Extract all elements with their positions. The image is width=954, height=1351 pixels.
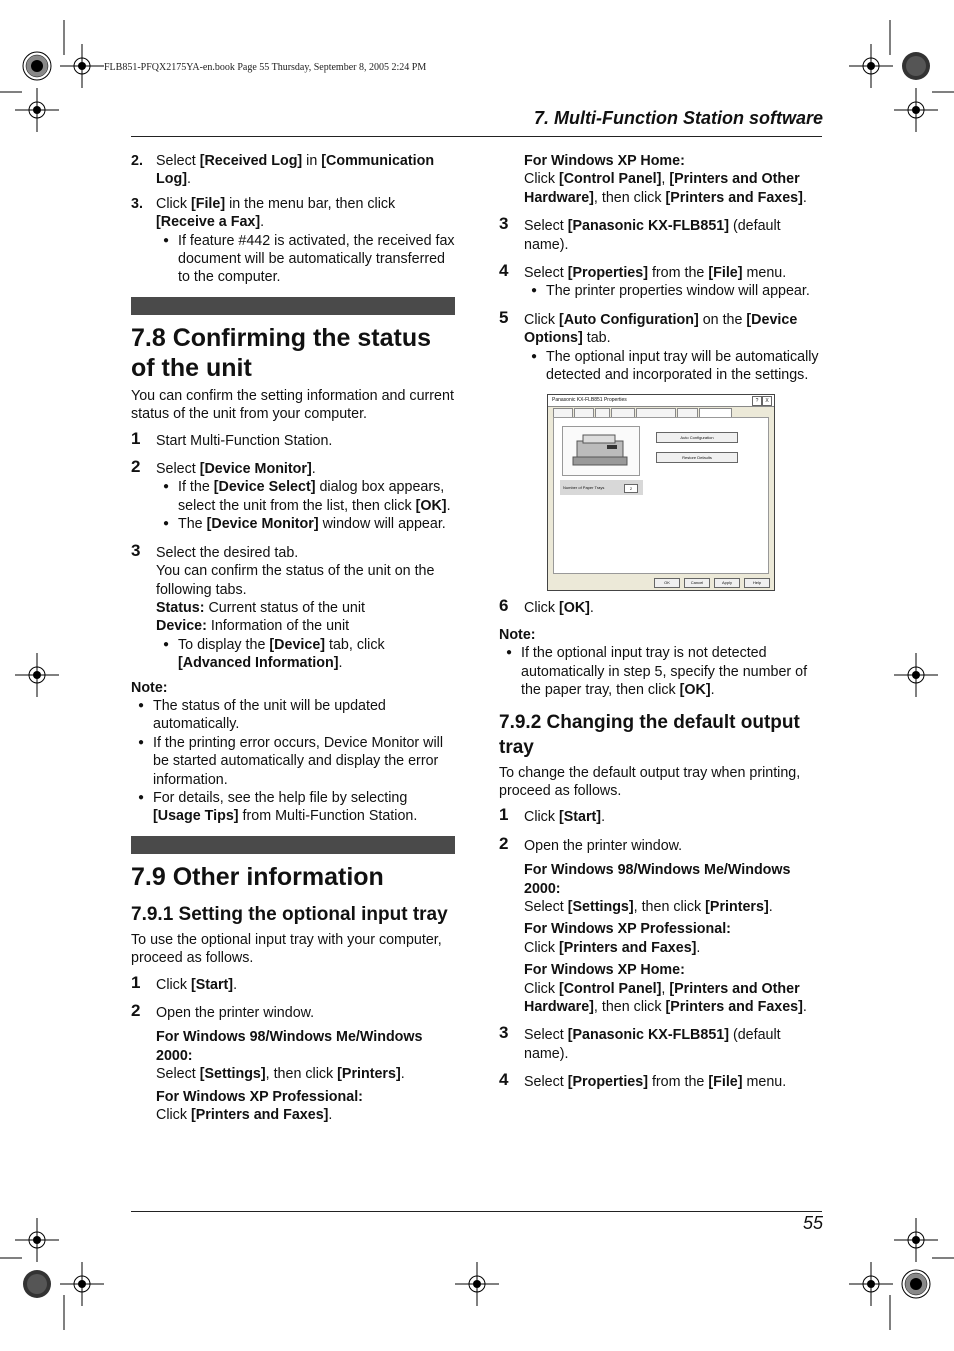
text: Click bbox=[524, 980, 559, 997]
text: Select bbox=[524, 265, 568, 282]
text: in the menu bar, then click bbox=[225, 195, 396, 212]
text: . bbox=[311, 461, 316, 478]
printer-icon bbox=[563, 427, 639, 475]
step-4 bbox=[499, 261, 823, 301]
term-label: Device: bbox=[156, 618, 207, 635]
tab-device bbox=[156, 617, 455, 635]
text: window will appear. bbox=[318, 516, 446, 533]
text: . bbox=[328, 1107, 333, 1124]
text: . bbox=[338, 655, 343, 672]
instruction bbox=[156, 1106, 455, 1124]
text: Start Multi-Function Station. bbox=[156, 432, 333, 449]
step-number: 2. bbox=[131, 153, 143, 169]
ui-term: [Device Monitor] bbox=[199, 461, 312, 478]
registration-cross-icon bbox=[849, 1262, 893, 1306]
text: tab, click bbox=[325, 636, 385, 653]
step-number: 2 bbox=[131, 457, 141, 477]
os-label: For Windows XP Home: bbox=[524, 962, 685, 979]
ui-term: [Advanced Information] bbox=[178, 655, 339, 672]
tray-label: Number of Paper Trays bbox=[563, 485, 605, 491]
step-2 bbox=[131, 152, 455, 189]
os-heading bbox=[156, 1028, 455, 1065]
registration-cross-icon bbox=[455, 1262, 499, 1306]
step-2 bbox=[131, 457, 455, 534]
ui-term: [Printers and Faxes] bbox=[665, 998, 803, 1015]
ui-term: [Auto Configuration] bbox=[558, 311, 699, 328]
note-heading: Note: bbox=[499, 626, 536, 643]
text: tab. bbox=[582, 330, 611, 347]
step-number: 1 bbox=[131, 972, 141, 992]
ui-term: [Control Panel] bbox=[558, 171, 662, 188]
text: Information of the unit bbox=[206, 618, 350, 635]
ui-term: [Control Panel] bbox=[558, 980, 662, 997]
text: in bbox=[302, 153, 322, 169]
os-label: For Windows 98/Windows Me/Windows 2000: bbox=[156, 1029, 423, 1064]
intro-text: To change the default output tray when printing, proceed as follows. bbox=[499, 764, 801, 799]
note-label bbox=[499, 626, 823, 644]
step-number: 3 bbox=[499, 1023, 509, 1043]
ui-term: [Printers] bbox=[705, 898, 769, 915]
os-heading bbox=[524, 920, 823, 938]
properties-dialog-screenshot bbox=[547, 394, 775, 591]
os-heading bbox=[524, 152, 823, 170]
text: Select bbox=[524, 898, 568, 915]
instruction bbox=[524, 980, 823, 1017]
text: , then click bbox=[593, 189, 666, 206]
registration-cross-icon bbox=[894, 88, 938, 132]
printer-image bbox=[562, 426, 640, 476]
text: Click bbox=[156, 1107, 191, 1124]
instruction bbox=[524, 939, 823, 957]
header-rule bbox=[131, 136, 822, 137]
header-title: 7. Multi-Function Station software bbox=[534, 108, 823, 128]
ui-term: [Printers and Faxes] bbox=[190, 1107, 329, 1124]
text: Click bbox=[156, 976, 191, 993]
os-label: For Windows XP Professional: bbox=[524, 921, 731, 938]
text: Current status of the unit bbox=[204, 599, 365, 616]
text: Click bbox=[524, 171, 559, 188]
registration-cross-icon bbox=[15, 88, 59, 132]
step-number: 4 bbox=[499, 261, 509, 281]
ui-term: [OK] bbox=[558, 600, 590, 617]
ui-term: [File] bbox=[708, 1074, 743, 1091]
text: Select bbox=[524, 1027, 568, 1044]
step-2 bbox=[131, 1001, 455, 1124]
text: Select bbox=[156, 461, 200, 478]
bullet-item bbox=[156, 515, 455, 533]
cancel-button: Cancel bbox=[684, 578, 710, 588]
text: (default name). bbox=[524, 1027, 781, 1062]
text: . bbox=[601, 809, 606, 826]
text: , then click bbox=[593, 998, 666, 1015]
text: . bbox=[768, 898, 773, 915]
text: . bbox=[696, 939, 701, 956]
bullet-item bbox=[156, 478, 455, 515]
text: . bbox=[233, 976, 238, 993]
ui-term: [Device Monitor] bbox=[206, 516, 319, 533]
registration-cross-icon bbox=[60, 1262, 104, 1306]
instruction bbox=[156, 1065, 455, 1083]
step-3 bbox=[499, 214, 823, 254]
section-heading-7-9: 7.9 Other information bbox=[131, 862, 384, 891]
dialog-close-button: X bbox=[762, 396, 772, 406]
text: Select bbox=[524, 1074, 568, 1091]
ui-term: [Printers] bbox=[337, 1066, 401, 1083]
text: If the bbox=[178, 479, 214, 496]
text: , then click bbox=[633, 898, 706, 915]
ui-term: [Printers and Faxes] bbox=[558, 939, 697, 956]
ui-term: [File] bbox=[708, 265, 743, 282]
left-column bbox=[131, 152, 455, 1124]
text: menu. bbox=[742, 1074, 787, 1091]
step-number: 3 bbox=[499, 214, 509, 234]
text: menu. bbox=[742, 265, 787, 282]
tray-setting bbox=[560, 480, 643, 495]
ui-term: [Device Options] bbox=[524, 311, 798, 347]
step-3 bbox=[131, 540, 455, 673]
registration-dark-icon bbox=[902, 52, 930, 80]
registration-cross-icon bbox=[849, 44, 893, 88]
text: . bbox=[710, 682, 715, 699]
text: from the bbox=[647, 1074, 709, 1091]
ui-term: [Usage Tips] bbox=[153, 808, 239, 825]
note-item bbox=[131, 789, 455, 826]
right-column bbox=[499, 152, 823, 1092]
text: . bbox=[446, 497, 451, 514]
os-label: For Windows 98/Windows Me/Windows 2000: bbox=[524, 862, 791, 897]
dialog-help-button: ? bbox=[752, 396, 762, 406]
registration-dark-icon bbox=[23, 1270, 51, 1298]
step-number: 4 bbox=[499, 1070, 509, 1090]
text: Click bbox=[524, 939, 559, 956]
ui-term: [Device] bbox=[269, 636, 326, 653]
text: To display the bbox=[178, 636, 270, 653]
text: (default name). bbox=[524, 218, 781, 253]
step-3 bbox=[131, 195, 455, 287]
text: You can confirm the status of the unit on the following tabs. bbox=[156, 563, 435, 598]
text: from the bbox=[647, 265, 709, 282]
ui-term: [Panasonic KX-FLB851] bbox=[567, 1027, 729, 1044]
note-heading: Note: bbox=[131, 679, 168, 696]
note-item: ● If the printing error occurs, Device Monitor will be started automatically and display the error information. bbox=[131, 734, 455, 789]
ui-term: [Printers and Other Hardware] bbox=[524, 980, 800, 1015]
note-item: ● The status of the unit will be updated automatically. bbox=[131, 697, 455, 734]
step-number: 2 bbox=[499, 833, 509, 853]
text: Select the desired tab. bbox=[156, 544, 299, 561]
registration-sun-icon bbox=[902, 1270, 930, 1298]
step-number: 6 bbox=[499, 596, 509, 616]
text: , bbox=[661, 171, 670, 188]
text: The bbox=[178, 516, 207, 533]
os-heading bbox=[156, 1088, 455, 1106]
ui-term: [Properties] bbox=[567, 1074, 648, 1091]
ui-term: [OK] bbox=[415, 497, 447, 514]
footer-rule bbox=[131, 1211, 822, 1212]
text: . bbox=[400, 1066, 405, 1083]
instruction bbox=[524, 170, 823, 207]
subsection-heading-7-9-2: 7.9.2 Changing the default output tray bbox=[499, 711, 800, 758]
note-item bbox=[499, 644, 823, 699]
ui-term: [Receive a Fax] bbox=[156, 214, 261, 231]
restore-defaults-button: Restore Defaults bbox=[656, 452, 738, 463]
auto-configuration-button: Auto Configuration bbox=[656, 432, 738, 443]
bullet-item: ● If feature #442 is activated, the received fax document will be automatically transferred to the computer. bbox=[156, 232, 455, 287]
step-1 bbox=[499, 805, 823, 826]
text: Click bbox=[156, 195, 191, 212]
ok-button: OK bbox=[654, 578, 680, 588]
text: , then click bbox=[265, 1066, 338, 1083]
text: Open the printer window. bbox=[524, 837, 683, 854]
text: Select bbox=[156, 1066, 200, 1083]
os-label: For Windows XP Home: bbox=[524, 153, 685, 169]
dialog-panel bbox=[553, 417, 769, 574]
ui-term: [Received Log] bbox=[199, 153, 303, 169]
text: Click bbox=[524, 600, 559, 617]
registration-cross-icon bbox=[15, 653, 59, 697]
step-number: 3 bbox=[131, 540, 141, 560]
ui-term: [Panasonic KX-FLB851] bbox=[567, 218, 729, 235]
section-band bbox=[131, 297, 455, 315]
step-1 bbox=[131, 972, 455, 994]
section-band bbox=[131, 836, 455, 854]
text: Click bbox=[524, 809, 559, 826]
text: dialog box appears, select the unit from the list, then click bbox=[178, 479, 445, 514]
os-label: For Windows XP Professional: bbox=[156, 1088, 363, 1105]
text: from Multi-Function Station. bbox=[238, 808, 418, 825]
ui-term: [Device Select] bbox=[213, 479, 316, 496]
apply-button: Apply bbox=[714, 578, 740, 588]
ui-term: [Communication Log] bbox=[156, 153, 435, 188]
bullet-item bbox=[156, 636, 455, 673]
bullet-item: ● The optional input tray will be automatically detected and incorporated in the settings. bbox=[524, 348, 823, 385]
bullet-item: ● The printer properties window will appear. bbox=[524, 282, 823, 300]
step-5 bbox=[499, 307, 823, 385]
step-2 bbox=[499, 833, 823, 1017]
intro-text: You can confirm the setting information and current status of the unit from your computer. bbox=[131, 387, 454, 423]
ui-term: [Printers and Faxes] bbox=[665, 189, 803, 206]
text: . bbox=[186, 171, 191, 188]
dialog-buttons bbox=[650, 578, 770, 588]
step-number: 1 bbox=[131, 428, 141, 448]
text: For details, see the help file by selecting bbox=[153, 789, 408, 806]
help-button: Help bbox=[744, 578, 770, 588]
os-heading bbox=[524, 961, 823, 979]
step-1 bbox=[131, 428, 455, 450]
ui-term: [Printers and Other Hardware] bbox=[524, 171, 800, 206]
ui-term: [Start] bbox=[190, 976, 234, 993]
ui-term: [OK] bbox=[679, 682, 711, 699]
intro-text: To use the optional input tray with your computer, proceed as follows. bbox=[131, 931, 442, 967]
registration-cross-icon bbox=[60, 44, 104, 88]
registration-cross-icon bbox=[894, 1218, 938, 1262]
ui-term: [Start] bbox=[558, 809, 602, 826]
tray-count-input: 2 bbox=[624, 484, 638, 493]
ui-term: [Properties] bbox=[567, 265, 648, 282]
ui-term: [Settings] bbox=[567, 898, 634, 915]
registration-cross-icon bbox=[15, 1218, 59, 1262]
step-3 bbox=[499, 1023, 823, 1063]
subsection-heading-7-9-1: 7.9.1 Setting the optional input tray bbox=[131, 903, 448, 925]
instruction bbox=[524, 898, 823, 916]
xp-home-block bbox=[499, 152, 823, 207]
tab-status bbox=[156, 599, 455, 617]
text: . bbox=[802, 998, 807, 1015]
step-number: 1 bbox=[499, 805, 509, 825]
print-info: FLB851-PFQX2175YA-en.book Page 55 Thursday, September 8, 2005 2:24 PM bbox=[104, 62, 427, 73]
text: . bbox=[589, 600, 594, 617]
page-number: 55 bbox=[802, 1213, 823, 1233]
text: , bbox=[661, 980, 670, 997]
ui-term: [File] bbox=[190, 195, 226, 212]
term-label: Status: bbox=[156, 599, 205, 616]
text: . bbox=[802, 189, 807, 206]
step-number: 3. bbox=[131, 195, 143, 212]
text: Click bbox=[524, 311, 559, 328]
dialog-title: Panasonic KX-FLB851 Properties bbox=[548, 395, 774, 407]
section-heading-7-8: 7.8 Confirming the status of the unit bbox=[131, 323, 432, 382]
step-6 bbox=[499, 596, 823, 617]
text: Select bbox=[156, 153, 200, 169]
step-number: 2 bbox=[131, 1001, 141, 1020]
registration-cross-icon bbox=[894, 653, 938, 697]
text: If the optional input tray is not detected automatically in step 5, specify the number of the paper tray, then click bbox=[521, 645, 808, 699]
note-label bbox=[131, 679, 455, 697]
step-number: 5 bbox=[499, 307, 509, 327]
registration-sun-icon bbox=[23, 52, 51, 80]
ui-term: [Settings] bbox=[199, 1066, 266, 1083]
text: . bbox=[260, 214, 265, 231]
text: Select bbox=[524, 218, 568, 235]
text: on the bbox=[698, 311, 747, 328]
os-heading bbox=[524, 861, 823, 898]
text: Open the printer window. bbox=[156, 1005, 315, 1021]
step-4 bbox=[499, 1070, 823, 1091]
